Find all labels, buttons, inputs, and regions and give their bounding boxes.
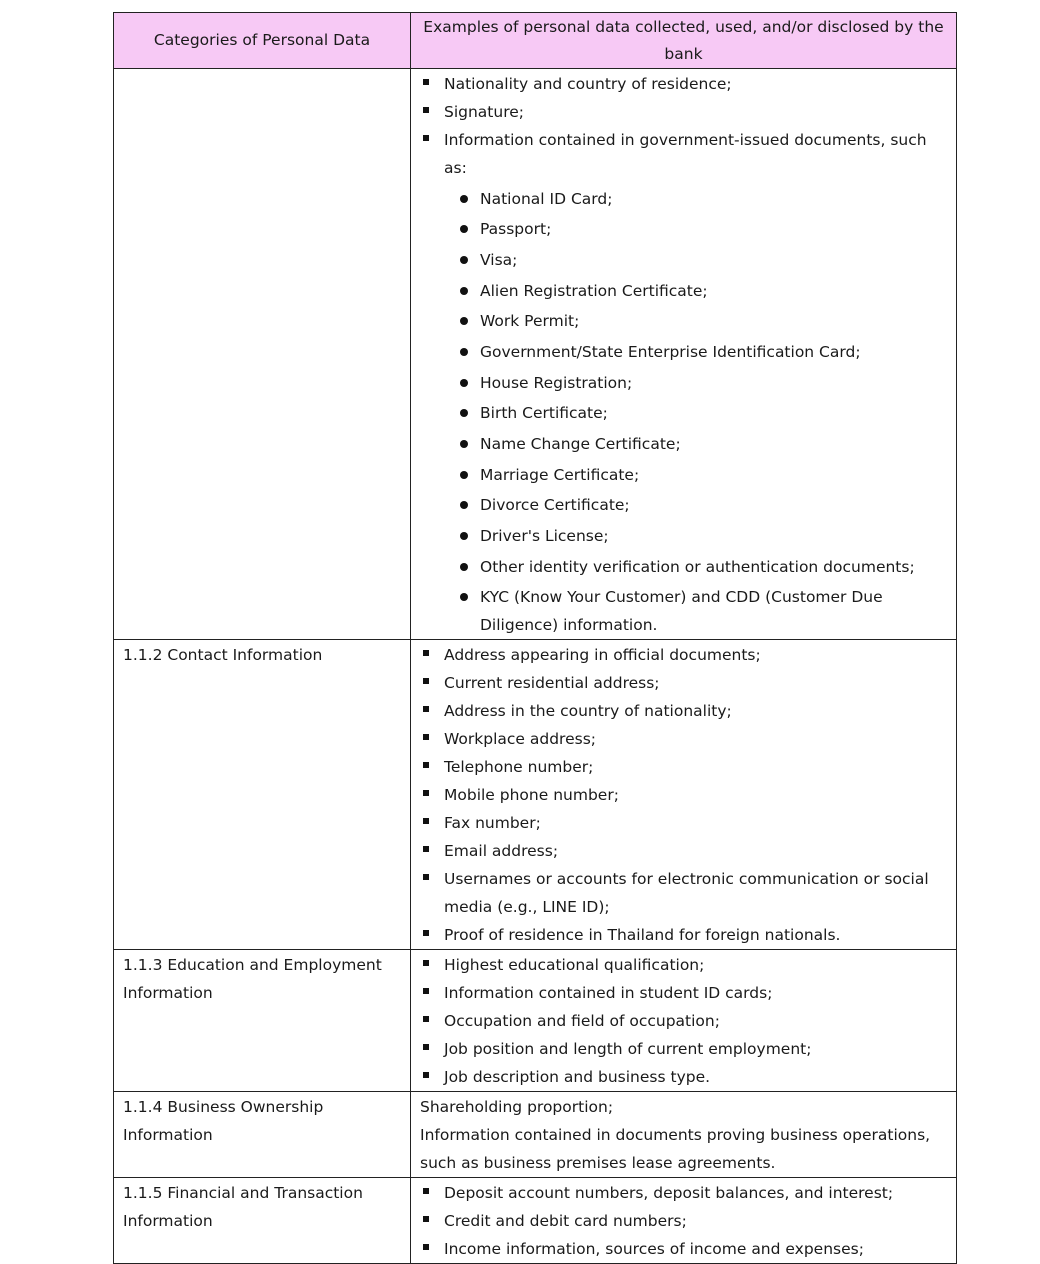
business-line: Information contained in documents proving business operations, such as business premises lease agreements. bbox=[420, 1126, 931, 1173]
round-bullet-icon bbox=[460, 501, 468, 509]
list-item: Information contained in government-issued documents, such as: bbox=[418, 126, 950, 182]
round-bullet-icon bbox=[460, 471, 468, 479]
list-item: Alien Registration Certificate; bbox=[453, 277, 950, 305]
document-list bbox=[418, 185, 950, 640]
list-item: Address in the country of nationality; bbox=[418, 697, 950, 725]
round-bullet-icon bbox=[460, 563, 468, 571]
square-bullet-icon bbox=[423, 678, 429, 684]
table-row-business bbox=[114, 1092, 957, 1178]
list-item: Other identity verification or authentication documents; bbox=[453, 553, 950, 581]
list-item: House Registration; bbox=[453, 369, 950, 397]
list-item: Usernames or accounts for electronic communication or social media (e.g., LINE ID); bbox=[418, 865, 950, 921]
list-item: Current residential address; bbox=[418, 669, 950, 697]
round-bullet-icon bbox=[460, 593, 468, 601]
list-item: Address appearing in official documents; bbox=[418, 641, 950, 669]
list-item: Passport; bbox=[453, 215, 950, 243]
list-item: Name Change Certificate; bbox=[453, 430, 950, 458]
square-bullet-icon bbox=[423, 818, 429, 824]
list-item: National ID Card; bbox=[453, 185, 950, 213]
list-item: Driver's License; bbox=[453, 522, 950, 550]
list-item: Occupation and field of occupation; bbox=[418, 1007, 950, 1035]
category-cell: 1.1.2 Contact Information bbox=[114, 640, 411, 950]
square-bullet-icon bbox=[423, 734, 429, 740]
square-bullet-icon bbox=[423, 762, 429, 768]
examples-cell bbox=[411, 950, 957, 1092]
category-cell: 1.1.4 Business Ownership Information bbox=[114, 1092, 411, 1178]
square-bullet-icon bbox=[423, 135, 429, 141]
square-bullet-icon bbox=[423, 1244, 429, 1250]
business-line: Shareholding proportion; bbox=[420, 1098, 614, 1117]
table-row-contact bbox=[114, 640, 957, 950]
table-row-identity bbox=[114, 69, 957, 640]
list-item: KYC (Know Your Customer) and CDD (Customer Due Diligence) information. bbox=[453, 583, 950, 639]
square-bullet-icon bbox=[423, 874, 429, 880]
examples-list bbox=[418, 641, 950, 949]
list-item: Information contained in student ID cards; bbox=[418, 979, 950, 1007]
list-item: Deposit account numbers, deposit balances, and interest; bbox=[418, 1179, 950, 1207]
round-bullet-icon bbox=[460, 256, 468, 264]
category-cell bbox=[114, 69, 411, 640]
examples-cell bbox=[411, 1178, 957, 1264]
list-item: Birth Certificate; bbox=[453, 399, 950, 427]
examples-list bbox=[418, 1179, 950, 1263]
list-item: Divorce Certificate; bbox=[453, 491, 950, 519]
square-bullet-icon bbox=[423, 1072, 429, 1078]
examples-cell bbox=[411, 1092, 957, 1178]
list-item: Nationality and country of residence; bbox=[418, 70, 950, 98]
list-item: Job position and length of current employment; bbox=[418, 1035, 950, 1063]
examples-cell bbox=[411, 69, 957, 640]
personal-data-table bbox=[113, 12, 957, 1264]
square-bullet-icon bbox=[423, 930, 429, 936]
square-bullet-icon bbox=[423, 1044, 429, 1050]
round-bullet-icon bbox=[460, 287, 468, 295]
square-bullet-icon bbox=[423, 107, 429, 113]
examples-list bbox=[418, 70, 950, 182]
list-item: Workplace address; bbox=[418, 725, 950, 753]
list-item: Marriage Certificate; bbox=[453, 461, 950, 489]
square-bullet-icon bbox=[423, 1216, 429, 1222]
category-cell: 1.1.5 Financial and Transaction Information bbox=[114, 1178, 411, 1264]
list-item: Income information, sources of income and expenses; bbox=[418, 1235, 950, 1263]
round-bullet-icon bbox=[460, 409, 468, 417]
list-item: Signature; bbox=[418, 98, 950, 126]
round-bullet-icon bbox=[460, 195, 468, 203]
square-bullet-icon bbox=[423, 846, 429, 852]
header-categories: Categories of Personal Data bbox=[114, 13, 411, 69]
list-item: Mobile phone number; bbox=[418, 781, 950, 809]
round-bullet-icon bbox=[460, 532, 468, 540]
square-bullet-icon bbox=[423, 988, 429, 994]
examples-cell bbox=[411, 640, 957, 950]
table-row-education bbox=[114, 950, 957, 1092]
square-bullet-icon bbox=[423, 706, 429, 712]
square-bullet-icon bbox=[423, 1016, 429, 1022]
list-item: Fax number; bbox=[418, 809, 950, 837]
list-item: Telephone number; bbox=[418, 753, 950, 781]
table-row-financial bbox=[114, 1178, 957, 1264]
square-bullet-icon bbox=[423, 790, 429, 796]
list-item: Proof of residence in Thailand for foreign nationals. bbox=[418, 921, 950, 949]
table-header-row bbox=[114, 13, 957, 69]
examples-list bbox=[418, 951, 950, 1091]
list-item: Credit and debit card numbers; bbox=[418, 1207, 950, 1235]
square-bullet-icon bbox=[423, 960, 429, 966]
list-item: Email address; bbox=[418, 837, 950, 865]
list-item: Highest educational qualification; bbox=[418, 951, 950, 979]
round-bullet-icon bbox=[460, 379, 468, 387]
round-bullet-icon bbox=[460, 225, 468, 233]
list-item: Government/State Enterprise Identification Card; bbox=[453, 338, 950, 366]
category-cell: 1.1.3 Education and Employment Information bbox=[114, 950, 411, 1092]
list-item: Work Permit; bbox=[453, 307, 950, 335]
square-bullet-icon bbox=[423, 79, 429, 85]
square-bullet-icon bbox=[423, 650, 429, 656]
list-item: Job description and business type. bbox=[418, 1063, 950, 1091]
round-bullet-icon bbox=[460, 440, 468, 448]
header-examples: Examples of personal data collected, used, and/or disclosed by the bank bbox=[411, 13, 957, 69]
list-item: Visa; bbox=[453, 246, 950, 274]
round-bullet-icon bbox=[460, 348, 468, 356]
round-bullet-icon bbox=[460, 317, 468, 325]
square-bullet-icon bbox=[423, 1188, 429, 1194]
